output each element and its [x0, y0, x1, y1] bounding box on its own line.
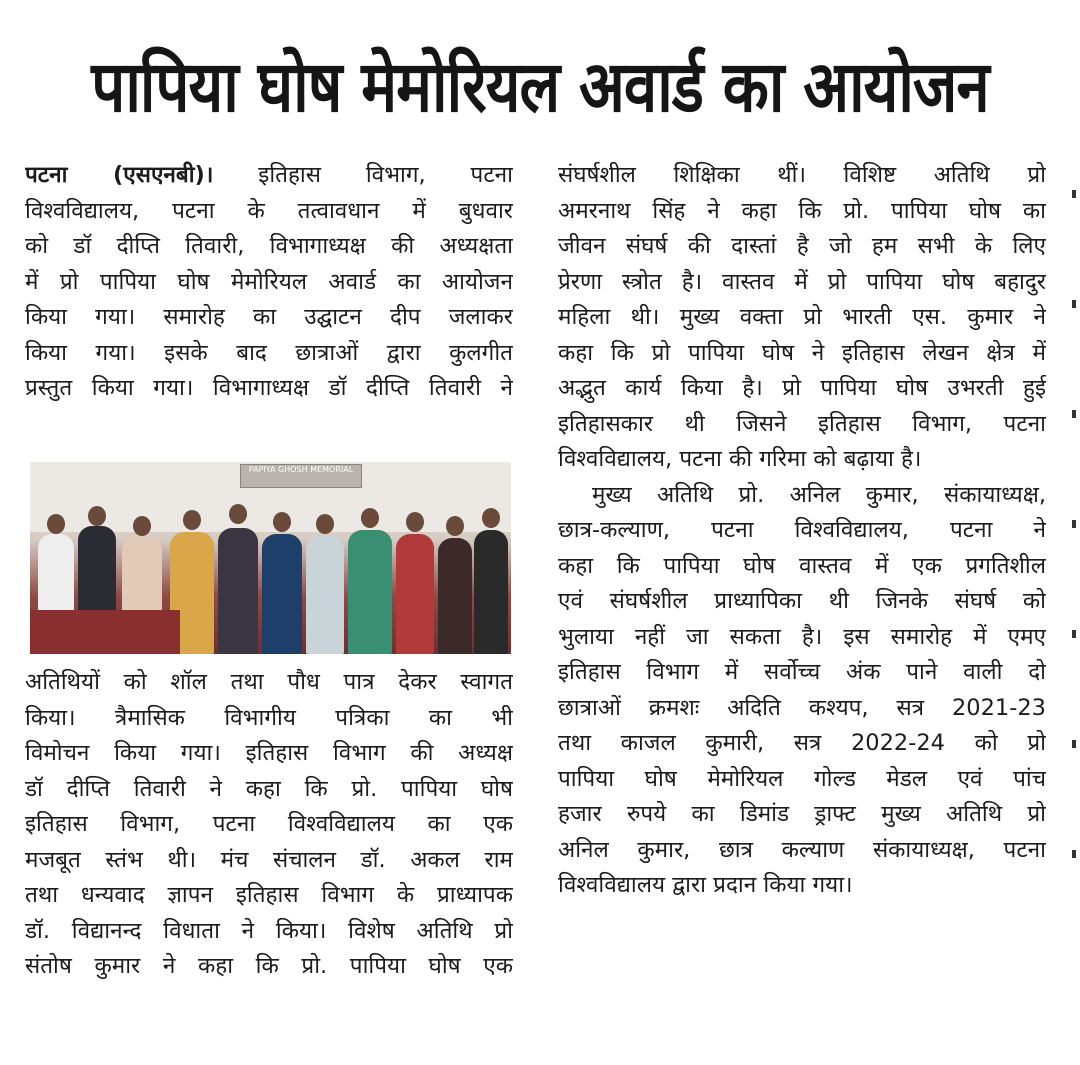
text-line: विश्वविद्यालय, पटना की गरिमा को बढ़ाया है। [558, 446, 922, 472]
photo-desk [30, 610, 180, 654]
photo-person [218, 528, 258, 654]
photo-person [348, 530, 392, 654]
photo-head [183, 510, 201, 530]
photo-head [47, 514, 65, 534]
adjacent-column-mark [1072, 190, 1076, 198]
photo-head [482, 508, 500, 528]
text-line: अतिथियों को शॉल तथा पौध पात्र देकर स्वागत [25, 669, 513, 695]
adjacent-column-mark [1072, 520, 1076, 528]
text-line: को डॉ दीप्ति तिवारी, विभागाध्यक्ष की अध्यक्षता [25, 233, 513, 259]
dateline: पटना (एसएनबी)। [25, 162, 214, 188]
text-line: पटना (एसएनबी)। इतिहास विभाग, पटना [25, 162, 513, 188]
text-line: इतिहासकार थी जिसने इतिहास विभाग, पटना [558, 410, 1046, 437]
photo-person [474, 530, 508, 654]
text-line: किया। त्रैमासिक विभागीय पत्रिका का भी [25, 704, 513, 731]
text-line: में प्रो पापिया घोष मेमोरियल अवार्ड का आयोजन [25, 268, 513, 295]
photo-head [316, 514, 334, 534]
adjacent-column-mark [1072, 740, 1076, 748]
text-line: डॉ. विद्यानन्द विधाता ने किया। विशेष अतिथि प्रो [25, 917, 513, 944]
text-line: मजबूत स्तंभ थी। मंच संचालन डॉ. अकल राम [25, 846, 513, 873]
text-line: प्रेरणा स्त्रोत है। वास्तव में प्रो पापिया घोष बहादुर [558, 268, 1046, 295]
text-line: संतोष कुमार ने कहा कि प्रो. पापिया घोष एक [25, 953, 513, 979]
adjacent-column-mark [1072, 300, 1076, 308]
text-line: छात्राओं क्रमशः अदिति कश्यप, सत्र 2021-23 [558, 694, 1046, 721]
text-line: तथा काजल कुमारी, सत्र 2022-24 को प्रो [558, 730, 1046, 756]
photo-head [133, 516, 151, 536]
text-line: विमोचन किया गया। इतिहास विभाग की अध्यक्ष [25, 740, 513, 766]
photo-head [88, 506, 106, 526]
photo-banner: PAPIYA GHOSH MEMORIAL [240, 464, 362, 488]
photo-head [229, 504, 247, 524]
text-line: विश्वविद्यालय, पटना के तत्वावधान में बुधवार [25, 197, 513, 224]
text-line: कहा कि पापिया घोष वास्तव में एक प्रगतिशील [558, 552, 1046, 579]
photo-head [406, 512, 424, 532]
text-line: मुख्य अतिथि प्रो. अनिल कुमार, संकायाध्यक्ष, [592, 481, 1046, 508]
text-line: अनिल कुमार, छात्र कल्याण संकायाध्यक्ष, पटना [558, 836, 1046, 863]
photo-head [361, 508, 379, 528]
photo-person [396, 534, 434, 654]
text-line: जीवन संघर्ष की दास्तां है जो हम सभी के लिए [558, 233, 1046, 259]
text-line: हजार रुपये का डिमांड ड्राफ्ट मुख्य अतिथि प्रो [558, 801, 1046, 827]
article-column-right [558, 158, 1046, 904]
photo-person [438, 538, 472, 654]
text-line: किया गया। समारोह का उद्घाटन दीप जलाकर [25, 304, 513, 330]
text-line: महिला थी। मुख्य वक्ता प्रो भारती एस. कुमार ने [558, 304, 1046, 330]
text-line: तथा धन्यवाद ज्ञापन इतिहास विभाग के प्राध्यापक [25, 882, 513, 908]
article-column-left-bottom [25, 665, 513, 985]
photo-head [446, 516, 464, 536]
text-line: अद्भुत कार्य किया है। प्रो पापिया घोष उभरती हुई [558, 375, 1046, 401]
text-line: पापिया घोष मेमोरियल गोल्ड मेडल एवं पांच [558, 765, 1046, 792]
text-line: प्रस्तुत किया गया। विभागाध्यक्ष डॉ दीप्ति तिवारी ने [25, 375, 513, 401]
text-line: छात्र-कल्याण, पटना विश्वविद्यालय, पटना ने [558, 517, 1046, 543]
text-line: संघर्षशील शिक्षिका थीं। विशिष्ट अतिथि प्रो [558, 162, 1046, 188]
text-line: किया गया। इसके बाद छात्राओं द्वारा कुलगीत [25, 339, 513, 366]
article-column-left-top [25, 158, 513, 407]
text-line: डॉ दीप्ति तिवारी ने कहा कि प्रो. पापिया घोष [25, 775, 513, 802]
text-line: इतिहास विभाग, पटना विश्वविद्यालय का एक [25, 811, 513, 837]
photo-person [262, 534, 302, 654]
adjacent-column-mark [1072, 630, 1076, 638]
photo-person [306, 536, 344, 654]
text-line: इतिहास विभाग में सर्वोच्च अंक पाने वाली दो [558, 659, 1046, 685]
text-line: भुलाया नहीं जा सकता है। इस समारोह में एमए [558, 623, 1046, 650]
text-line: कहा कि प्रो पापिया घोष ने इतिहास लेखन क्षेत्र में [558, 339, 1046, 366]
text-line: अमरनाथ सिंह ने कहा कि प्रो. पापिया घोष का [558, 197, 1046, 224]
adjacent-column-mark [1072, 410, 1076, 418]
text-line: विश्वविद्यालय द्वारा प्रदान किया गया। [558, 872, 853, 898]
adjacent-column-mark [1072, 850, 1076, 858]
article-headline: पापिया घोष मेमोरियल अवार्ड का आयोजन [91, 46, 989, 129]
event-photo [30, 462, 511, 654]
photo-head [273, 512, 291, 532]
text-line: एवं संघर्षशील प्राध्यापिका थी जिनके संघर्ष को [558, 588, 1046, 614]
